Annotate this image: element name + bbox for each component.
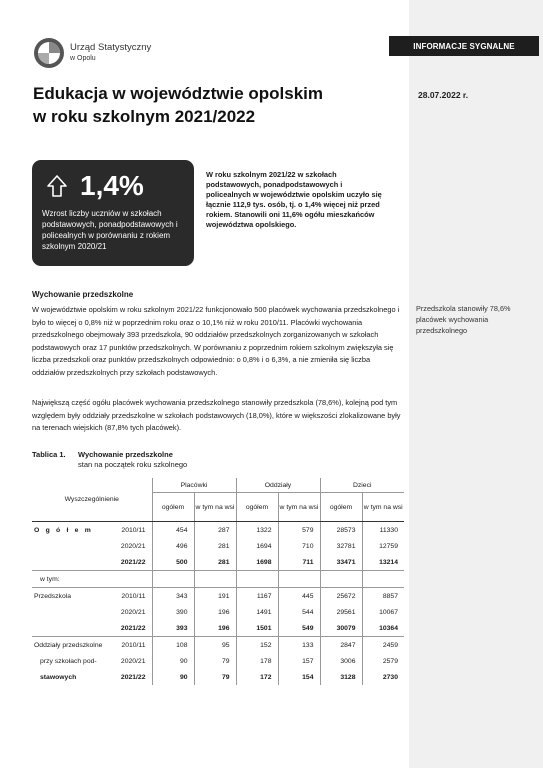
table-cell: 90 bbox=[152, 653, 194, 669]
table-cell: 393 bbox=[152, 620, 194, 637]
row-label bbox=[32, 620, 118, 637]
table-cell: 454 bbox=[152, 522, 194, 539]
table-cell: 1698 bbox=[236, 554, 278, 571]
row-label: przy szkołach pod- bbox=[40, 657, 97, 665]
section-paragraph-1: W województwie opolskim w roku szkolnym 2021/22 funkcjonowało 500 placówek wychowania przedszkolnego i było to więcej o 0,8% niż w poprzednim roku oraz o 10,1% niż w roku 2010/11. Placówki wychowania przedszkolnego obejmowały 393 przedszkola, 90 oddziałów przedszkolnych zorganizowanych w szkołach podstawowych oraz 17 punktów przedszkolnych. W porównaniu z poprzednim rokiem szkolnym zwiększyła się liczba przedszkoli oraz punktów przedszkolnych odpowiednio: o 0,8% i o 6,3%, a nie zmieniła się liczba oddziałów przedszkolnych przy szkołach podstawowych. bbox=[32, 305, 400, 377]
table-cell: 711 bbox=[278, 554, 320, 571]
table-subtitle: stan na początek roku szkolnego bbox=[78, 460, 188, 469]
row-label: w tym: bbox=[32, 571, 118, 588]
table-cell: 1694 bbox=[236, 538, 278, 554]
table-cell: 2730 bbox=[362, 669, 404, 685]
table-cell bbox=[152, 571, 194, 588]
table-row bbox=[32, 637, 404, 654]
table-cell: 108 bbox=[152, 637, 194, 654]
table-cell: 1491 bbox=[236, 604, 278, 620]
sidebar-panel bbox=[409, 0, 543, 768]
table-row bbox=[32, 620, 404, 637]
row-label bbox=[32, 554, 118, 571]
logo-line2: w Opolu bbox=[70, 55, 96, 62]
table-row bbox=[32, 588, 404, 605]
table-cell: 1167 bbox=[236, 588, 278, 605]
table-cell: 1322 bbox=[236, 522, 278, 539]
title-line1: Edukacja w województwie opolskim bbox=[33, 84, 324, 103]
table-cell: 13214 bbox=[362, 554, 404, 571]
table-cell: 2579 bbox=[362, 653, 404, 669]
highlight-description: Wzrost liczby uczniów w szkołach podstawowych, ponadpodstawowych i policealnych w porównaniu z rokiem szkolnym 2020/21 bbox=[42, 209, 178, 251]
section-heading: Wychowanie przedszkolne bbox=[32, 290, 134, 299]
table-cell: 500 bbox=[152, 554, 194, 571]
table-cell: 191 bbox=[194, 588, 236, 605]
col-rural: w tym na wsi bbox=[362, 493, 404, 522]
table-cell: 710 bbox=[278, 538, 320, 554]
table-cell: 10067 bbox=[362, 604, 404, 620]
logo-icon bbox=[32, 36, 66, 70]
table-cell: 496 bbox=[152, 538, 194, 554]
table-cell: 157 bbox=[278, 653, 320, 669]
table-cell: 172 bbox=[236, 669, 278, 685]
table-row bbox=[32, 522, 404, 539]
table-cell bbox=[362, 571, 404, 588]
table-cell: 445 bbox=[278, 588, 320, 605]
logo-line1: Urząd Statystyczny bbox=[70, 42, 152, 53]
row-label bbox=[32, 538, 118, 554]
table-row bbox=[32, 571, 404, 588]
row-year: 2021/22 bbox=[118, 620, 152, 637]
table-row bbox=[32, 653, 404, 669]
row-label: Przedszkola bbox=[34, 592, 72, 600]
row-year: 2021/22 bbox=[118, 554, 152, 571]
highlight-value: 1,4% bbox=[80, 170, 144, 201]
page-title bbox=[33, 82, 373, 128]
group-header-oddzialy: Oddziały bbox=[236, 478, 320, 493]
table-cell: 12759 bbox=[362, 538, 404, 554]
col-total: ogółem bbox=[320, 493, 362, 522]
table-row bbox=[32, 669, 404, 685]
table-cell bbox=[320, 571, 362, 588]
logo bbox=[32, 36, 151, 70]
row-year: 2010/11 bbox=[121, 641, 146, 649]
table-cell: 544 bbox=[278, 604, 320, 620]
table-cell: 549 bbox=[278, 620, 320, 637]
table-row bbox=[32, 604, 404, 620]
group-header-dzieci: Dzieci bbox=[320, 478, 404, 493]
table-cell: 2459 bbox=[362, 637, 404, 654]
intro-summary: W roku szkolnym 2021/22 w szkołach podstawowych, ponadpodstawowych i policealnych w województwie opolskim uczyło się łącznie 112,9 tys. osób, tj. o 1,4% więcej niż przed rokiem. Stanowili oni 11,6% ogółu mieszkańców województwa opolskiego. bbox=[206, 170, 382, 229]
table-cell: 178 bbox=[236, 653, 278, 669]
table-cell: 79 bbox=[194, 669, 236, 685]
row-year bbox=[118, 571, 152, 588]
col-total: ogółem bbox=[152, 493, 194, 522]
category-badge: INFORMACJE SYGNALNE bbox=[389, 36, 539, 56]
table-cell: 11330 bbox=[362, 522, 404, 539]
table-cell: 281 bbox=[194, 554, 236, 571]
table-cell: 95 bbox=[194, 637, 236, 654]
arrow-up-icon bbox=[46, 174, 68, 198]
table-cell: 196 bbox=[194, 604, 236, 620]
table-cell: 79 bbox=[194, 653, 236, 669]
group-header-placowki: Placówki bbox=[152, 478, 236, 493]
row-label: O g ó ł e m bbox=[34, 526, 93, 534]
table-cell: 133 bbox=[278, 637, 320, 654]
table-label: Tablica 1. bbox=[32, 450, 66, 459]
row-label bbox=[32, 604, 118, 620]
margin-note: Przedszkola stanowiły 78,6% placówek wychowania przedszkolnego bbox=[416, 304, 511, 335]
col-total: ogółem bbox=[236, 493, 278, 522]
table-cell: 3128 bbox=[320, 669, 362, 685]
row-year: 2020/21 bbox=[120, 608, 146, 616]
title-line2: w roku szkolnym 2021/2022 bbox=[33, 107, 256, 126]
table-cell: 196 bbox=[194, 620, 236, 637]
row-year: 2010/11 bbox=[121, 526, 146, 534]
table-cell: 154 bbox=[278, 669, 320, 685]
row-year: 2021/22 bbox=[120, 673, 146, 681]
table-cell: 390 bbox=[152, 604, 194, 620]
highlight-box bbox=[32, 160, 194, 266]
row-label: Oddziały przedszkolne bbox=[34, 641, 103, 649]
data-table bbox=[32, 478, 404, 685]
row-year: 2020/21 bbox=[120, 657, 146, 665]
table-cell: 29561 bbox=[320, 604, 362, 620]
section-paragraph-2: Największą część ogółu placówek wychowania przedszkolnego stanowiły przedszkola (78,6%), kolejną pod tym względem były oddziały przedszkolne w szkołach podstawowych (18,0%), które w większości zlokalizowane były na terenach wiejskich (87,8% tych placówek). bbox=[32, 398, 401, 432]
table-cell: 33471 bbox=[320, 554, 362, 571]
row-year: 2020/21 bbox=[120, 542, 146, 550]
table-cell: 32781 bbox=[320, 538, 362, 554]
stub-header: Wyszczególnienie bbox=[32, 478, 152, 522]
table-row bbox=[32, 554, 404, 571]
table-cell: 10364 bbox=[362, 620, 404, 637]
table-cell: 579 bbox=[278, 522, 320, 539]
table-row bbox=[32, 538, 404, 554]
table-cell: 287 bbox=[194, 522, 236, 539]
publication-date: 28.07.2022 r. bbox=[418, 90, 469, 100]
col-rural: w tym na wsi bbox=[194, 493, 236, 522]
table-cell: 2847 bbox=[320, 637, 362, 654]
row-label: stawowych bbox=[40, 673, 77, 681]
table-cell bbox=[194, 571, 236, 588]
table-cell: 90 bbox=[152, 669, 194, 685]
col-rural: w tym na wsi bbox=[278, 493, 320, 522]
table-cell: 343 bbox=[152, 588, 194, 605]
table-cell: 28573 bbox=[320, 522, 362, 539]
table-cell bbox=[278, 571, 320, 588]
table-cell: 25672 bbox=[320, 588, 362, 605]
table-cell: 281 bbox=[194, 538, 236, 554]
table-cell: 8857 bbox=[362, 588, 404, 605]
table-cell: 3006 bbox=[320, 653, 362, 669]
table-cell: 1501 bbox=[236, 620, 278, 637]
row-year: 2010/11 bbox=[121, 592, 146, 600]
table-title: Wychowanie przedszkolne bbox=[78, 450, 173, 459]
table-cell bbox=[236, 571, 278, 588]
table-cell: 30079 bbox=[320, 620, 362, 637]
table-cell: 152 bbox=[236, 637, 278, 654]
